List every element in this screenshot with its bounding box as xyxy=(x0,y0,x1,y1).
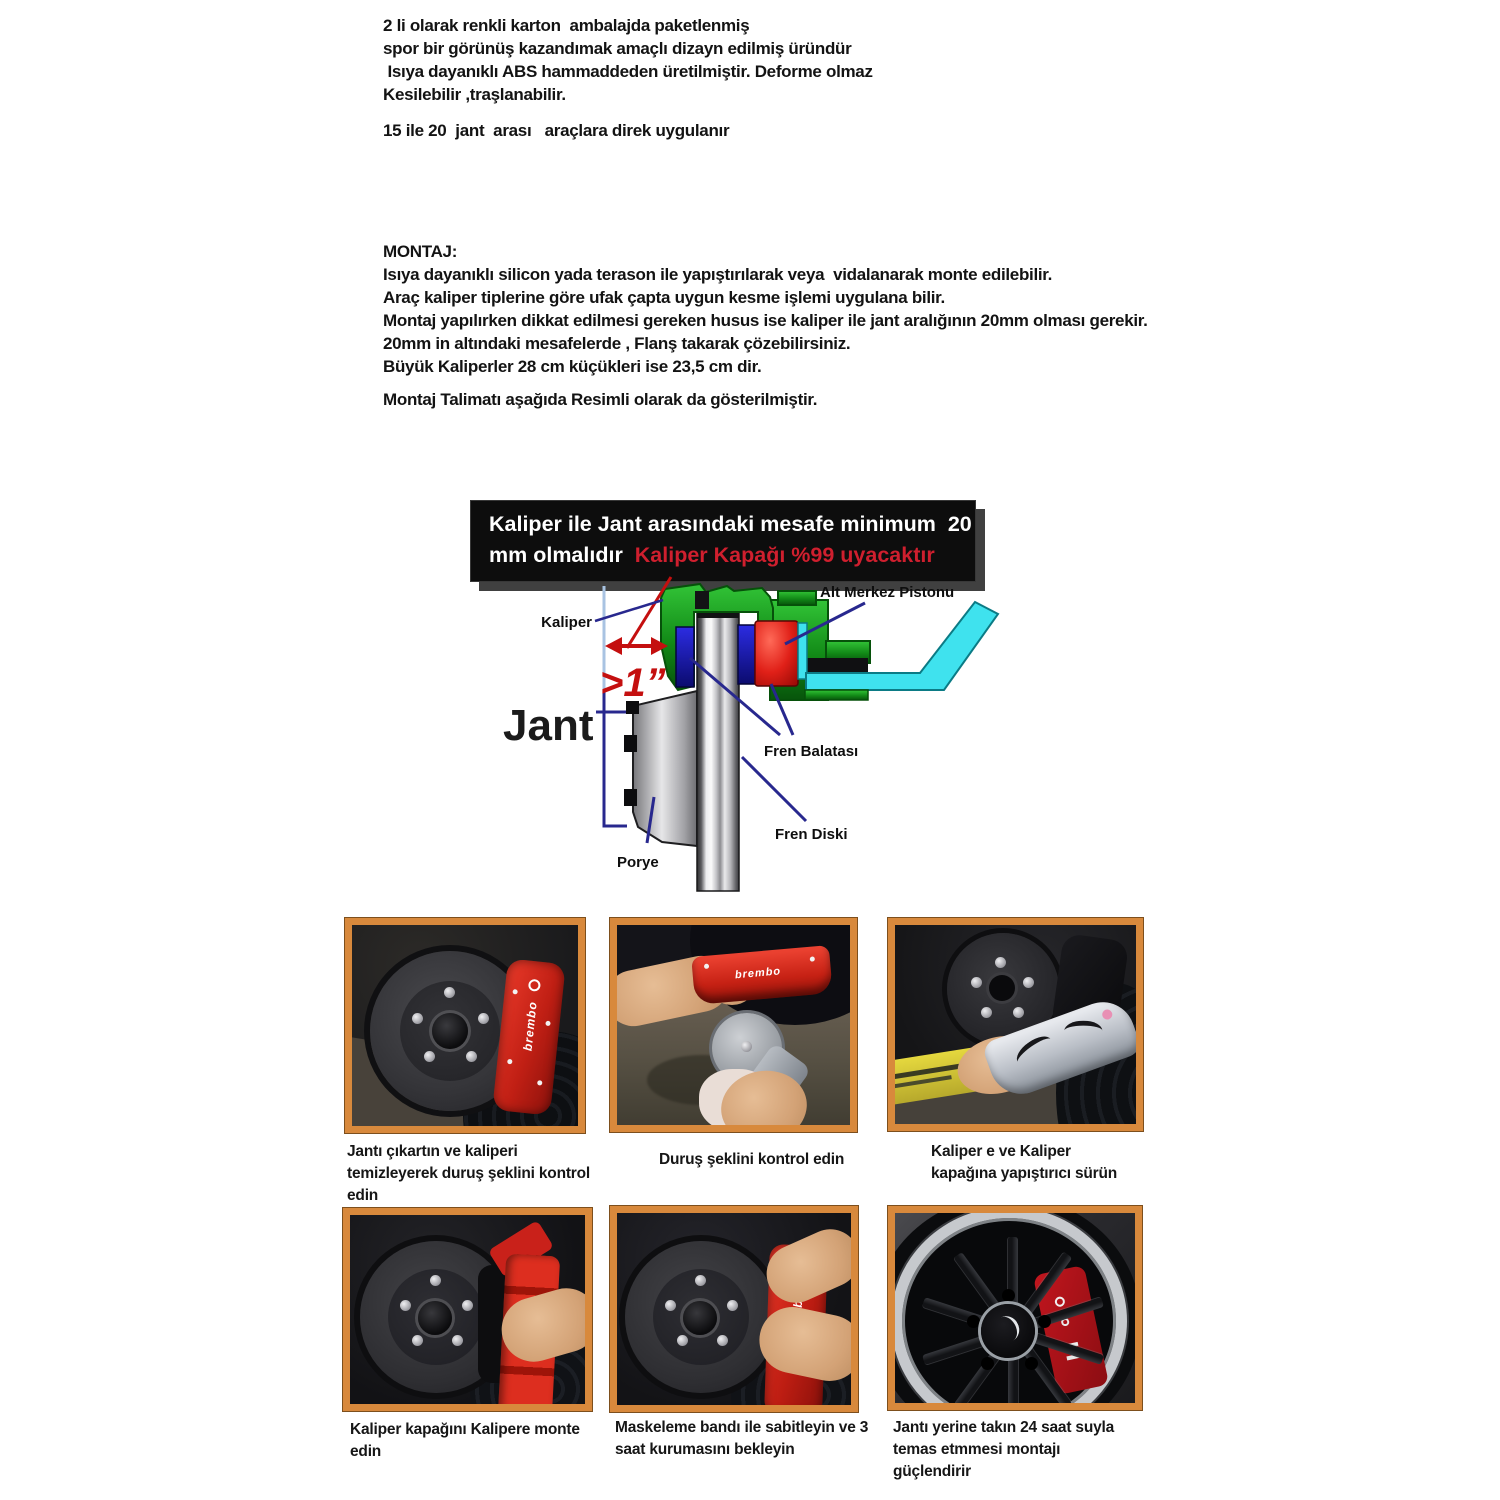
intro-line-1: 2 li olarak renkli karton ambalajda paketlenmiş xyxy=(383,16,750,35)
lug-hole xyxy=(1025,1357,1038,1370)
wheel-bolt xyxy=(400,1300,411,1311)
cover-screw xyxy=(704,964,709,969)
adhesive-squiggle xyxy=(1064,1021,1102,1041)
pink-spot xyxy=(1101,1008,1114,1021)
step-photo-2-checking-fit xyxy=(610,918,857,1132)
wheel-bolt xyxy=(995,957,1006,968)
step-caption-5: Maskeleme bandı ile sabitleyin ve 3 saat kurumasını bekleyin xyxy=(615,1419,869,1458)
lug-hole xyxy=(967,1315,980,1328)
banner-line-2-red: Kaliper Kapağı %99 uyacaktır xyxy=(634,543,935,567)
hub-nub-3 xyxy=(624,789,637,806)
caliper-top-notch xyxy=(695,591,709,609)
cover-screw xyxy=(512,989,517,994)
label-fren-diski: Fren Diski xyxy=(775,826,848,843)
center-hub-cap xyxy=(432,1013,468,1049)
dimension-arrowhead-left xyxy=(605,637,622,655)
minimum-distance-banner xyxy=(470,500,976,582)
lug-hole xyxy=(1002,1289,1015,1302)
label-alt-merkez-pistonu: Alt Merkez Pistonu xyxy=(820,584,955,601)
brand-text: brembo xyxy=(520,1000,540,1052)
wheel-bolt xyxy=(424,1051,435,1062)
banner-line-1: Kaliper ile Jant arasındaki mesafe minimum 20 xyxy=(489,512,972,536)
grinder-spindle xyxy=(741,1041,752,1052)
label-jant: Jant xyxy=(503,701,594,750)
lug-hole xyxy=(981,1357,994,1370)
montaj-line-3: Montaj yapılırken dikkat edilmesi gereken husus ise kaliper ile jant aralığının 20mm olması gerekir. xyxy=(383,311,1148,330)
step-caption-2: Duruş şeklini kontrol edin xyxy=(659,1151,845,1168)
banner-line-2-white: mm olmalıdır xyxy=(489,543,635,567)
wheel-bolt xyxy=(727,1300,738,1311)
wheel-bolt xyxy=(444,987,455,998)
intro-line-4: Kesilebilir ,traşlanabilir. xyxy=(383,85,566,104)
wheel-bolt xyxy=(677,1335,688,1346)
label-fren-balatasi: Fren Balatası xyxy=(764,743,859,760)
piston-shape xyxy=(755,621,798,686)
wheel-bolt xyxy=(452,1335,463,1346)
dimension-text: >1” xyxy=(600,661,666,705)
center-hub-cap xyxy=(989,975,1015,1001)
center-hub-cap xyxy=(683,1301,717,1335)
wheel-bolt xyxy=(430,1275,441,1286)
step-photo-3-applying-adhesive xyxy=(888,918,1143,1131)
piston-cyan-seal xyxy=(798,623,807,679)
wheel-bolt xyxy=(1013,1007,1024,1018)
step-caption-6: Jantı yerine takın 24 saat suyla temas etmmesi montajı güçlendirir xyxy=(893,1419,1115,1480)
jant-bracket xyxy=(604,690,627,826)
montaj-section xyxy=(383,240,1189,411)
cover-screw xyxy=(545,1021,550,1026)
caliper-mark-ring xyxy=(1054,1296,1066,1308)
banner-line-2 xyxy=(489,540,976,571)
brake-disc-shape xyxy=(697,613,739,891)
montaj-footer: Montaj Talimatı aşağıda Resimli olarak da gösterilmiştir. xyxy=(383,390,818,409)
center-cap-logo xyxy=(990,1312,1023,1346)
montaj-line-4: 20mm in altındaki mesafelerde , Flanş takarak çözebilirsiniz. xyxy=(383,334,851,353)
step-photo-5-taping-cover xyxy=(610,1206,858,1412)
brake-pad-left xyxy=(676,627,694,687)
caliper-foot-lower xyxy=(805,690,868,700)
brand-text: brembo xyxy=(734,965,782,982)
cover-screw xyxy=(507,1059,512,1064)
wheel-bolt xyxy=(665,1300,676,1311)
wheel-bolt xyxy=(412,1013,423,1024)
cover-screw xyxy=(537,1080,542,1085)
intro-text-block xyxy=(383,14,1203,142)
intro-line-2: spor bir görünüş kazandımak amaçlı dizayn edilmiş üründür xyxy=(383,39,852,58)
step-photo-6-wheel-installed xyxy=(888,1206,1142,1410)
montaj-line-2: Araç kaliper tiplerine göre ufak çapta uygun kesme işlemi uygulana bilir. xyxy=(383,288,945,307)
wheel-bolt xyxy=(971,977,982,988)
application-line: 15 ile 20 jant arası araçlara direk uygulanır xyxy=(383,121,730,140)
label-porye: Porye xyxy=(617,854,659,871)
wheel-bolt xyxy=(981,1007,992,1018)
brake-pad-right xyxy=(738,625,755,684)
montaj-line-1: Isıya dayanıklı silicon yada terason ile yapıştırılarak veya vidalanarak monte edilebilir. xyxy=(383,265,1053,284)
center-hub-cap xyxy=(418,1301,452,1335)
montaj-title: MONTAJ: xyxy=(383,242,458,261)
wheel-bolt xyxy=(717,1335,728,1346)
step-photo-4-mounting-cover xyxy=(343,1208,592,1411)
step-photo-1-disc-with-red-caliper xyxy=(345,918,585,1133)
wheel-bolt xyxy=(412,1335,423,1346)
step-caption-3: Kaliper e ve Kaliper kapağına yapıştırıcı sürün xyxy=(931,1143,1118,1182)
wheel-bolt xyxy=(695,1275,706,1286)
hub-shape xyxy=(633,691,697,846)
adhesive-squiggle xyxy=(1012,1031,1056,1070)
step-caption-1: Jantı çıkartın ve kaliperi temizleyerek duruş şeklini kontrol edin xyxy=(347,1143,591,1204)
center-cap xyxy=(981,1304,1035,1358)
intro-line-3: Isıya dayanıklı ABS hammaddeden üretilmiştir. Deforme olmaz xyxy=(383,62,873,81)
montaj-line-5: Büyük Kaliperler 28 cm küçükleri ise 23,5 cm dir. xyxy=(383,357,762,376)
caliper-clearance-diagram xyxy=(455,573,1025,913)
brand-logo-ring xyxy=(528,979,541,992)
wheel-bolt xyxy=(462,1300,473,1311)
step-caption-4: Kaliper kapağını Kalipere monte edin xyxy=(350,1421,580,1460)
caliper-right-hump xyxy=(778,591,816,605)
diski-leader xyxy=(742,757,806,821)
label-kaliper: Kaliper xyxy=(541,614,592,631)
cover-screw xyxy=(810,956,815,961)
wheel-bolt xyxy=(478,1013,489,1024)
hub-nub-2 xyxy=(624,735,637,752)
wheel-bolt xyxy=(466,1051,477,1062)
wheel-bolt xyxy=(1023,977,1034,988)
lug-hole xyxy=(1038,1315,1051,1328)
